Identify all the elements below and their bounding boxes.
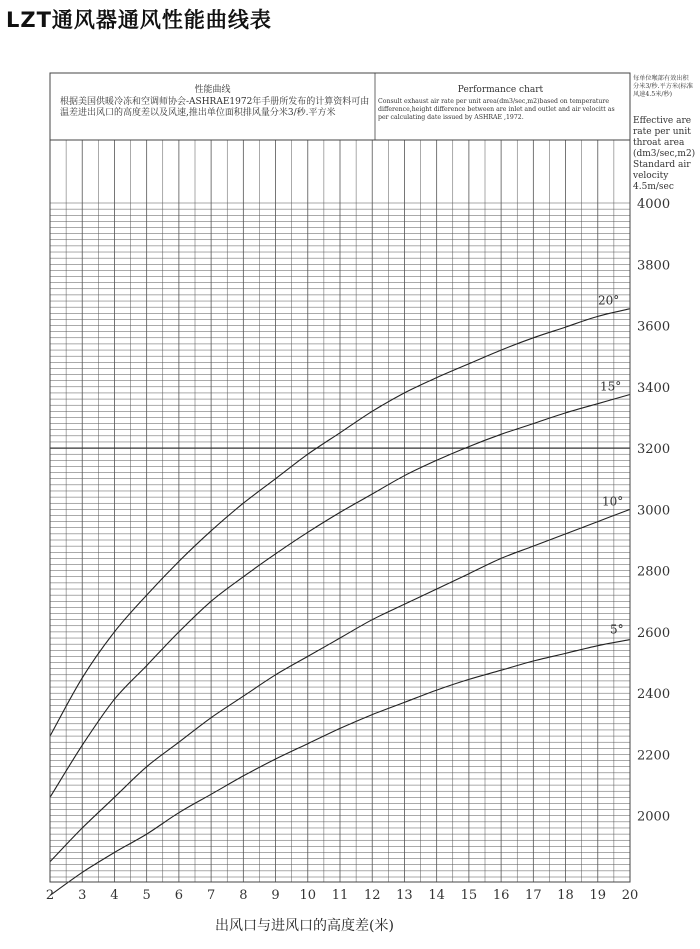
header-cn-title: 性能曲线 [194,85,231,95]
x-tick-label: 12 [363,888,381,903]
y-tick-label: 3400 [637,380,671,396]
x-tick-label: 8 [239,888,248,903]
y-tick-label: 2800 [637,564,671,580]
right-header-cn: 每单位喉部有效出积分米3/秒.平方米(标准风速4.5米/秒) [633,75,693,98]
right-header-en [633,116,695,193]
right-header-en-line: Effective are [633,116,692,126]
x-tick-label: 3 [78,888,87,903]
x-tick-label: 6 [174,888,184,903]
x-axis-ticks [46,888,638,903]
y-tick-label: 3000 [637,503,671,519]
chart-grid [50,73,630,882]
y-tick-label: 3200 [637,442,671,458]
page-title: LZT通风器通风性能曲线表 [6,8,272,32]
x-tick-label: 2 [45,888,55,903]
header-cn-description: 根据美国供暖冷冻和空调师协会-ASHRAE1972年手册所发布的计算资料可由温差进出风口的高度差以及风速,推出单位面积排风量分米3/秒.平方米 [60,97,370,119]
x-tick-label: 11 [331,888,349,903]
series-label: 10° [602,494,624,509]
x-tick-label: 5 [142,888,151,903]
y-tick-label: 3800 [637,258,671,274]
right-header-en-line: rate per unit [633,127,691,137]
right-header-en-line: Standard air [633,160,691,170]
series-label: 15° [600,379,622,394]
right-header-en-line: throat area [633,138,685,148]
x-tick-label: 20 [621,888,639,903]
series-label: 20° [598,293,620,308]
y-axis-ticks [637,197,670,825]
header-en-description: Consult exhaust air rate per unit area(dm3/sec,m2)based on temperature difference,height difference between are inlet and outlet and air velocitt as per calculating date issued by ASHRAE ,1972. [378,98,615,121]
x-tick-label: 16 [492,888,510,903]
x-tick-label: 10 [299,888,317,903]
x-tick-label: 7 [206,888,216,903]
y-tick-label: 2200 [637,748,671,764]
x-tick-label: 15 [460,888,478,903]
x-tick-label: 14 [428,888,445,903]
y-tick-label: 2000 [637,809,671,825]
x-tick-label: 17 [525,888,542,903]
right-header-en-line: 4.5m/sec [633,182,674,192]
x-tick-label: 13 [396,888,413,903]
right-header-en-line: velocity [633,171,669,181]
y-tick-label: 2400 [637,687,671,703]
y-tick-label: 4000 [637,197,671,212]
x-tick-label: 4 [110,888,119,903]
header-en-title: Performance chart [457,85,544,95]
x-axis-label: 出风口与进风口的高度差(米) [215,918,394,934]
x-tick-label: 19 [589,888,607,903]
y-tick-label: 3600 [637,319,671,335]
x-tick-label: 9 [271,888,280,903]
series-label: 5° [610,622,624,637]
x-tick-label: 18 [557,888,574,903]
y-tick-label: 2600 [637,625,671,641]
right-header-en-line: (dm3/sec,m2) [633,149,696,159]
